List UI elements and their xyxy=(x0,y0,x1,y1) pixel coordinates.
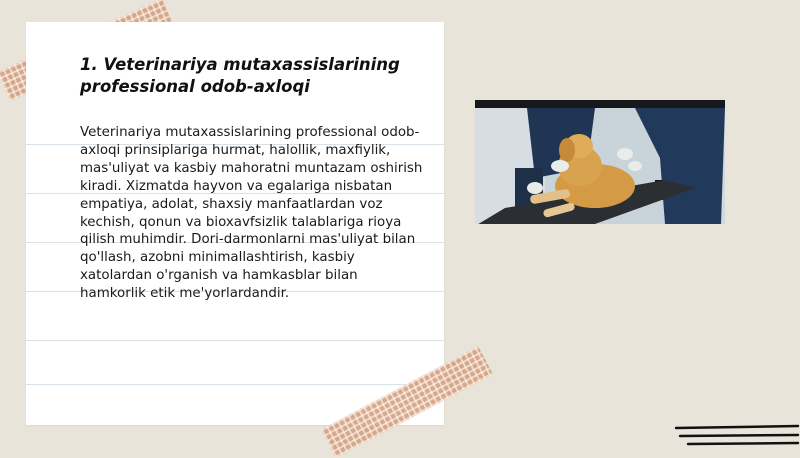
slide-title: 1. Veterinariya mutaxassislarining professional odob-axloqi xyxy=(80,55,400,96)
paper-rule xyxy=(26,340,444,341)
slide-body-text: Veterinariya mutaxassislarining professional odob-axloqi prinsiplariga hurmat, halollik, maxfiylik, mas'uliyat va kasbiy mahoratni muntazam oshirish kiradi. Xizmatda hayvon va egalariga nisbatan empatiya, adolat, shaxsiy manfaatlardan voz kechish, qonun va bioxavfsizlik talablariga rioya qilish muhimdir. Dori-darmonlarni mas'uliyat bilan qo'llash, azobni minimallashtirish, kasbiy xatolardan o'rganish va hamkasblar bilan hamkorlik etik me'yorlardandir. xyxy=(80,125,423,302)
decorative-strokes xyxy=(672,424,800,446)
vet-dog-photo xyxy=(475,100,725,224)
photo-illustration xyxy=(475,108,725,224)
paper-rule xyxy=(26,384,444,385)
